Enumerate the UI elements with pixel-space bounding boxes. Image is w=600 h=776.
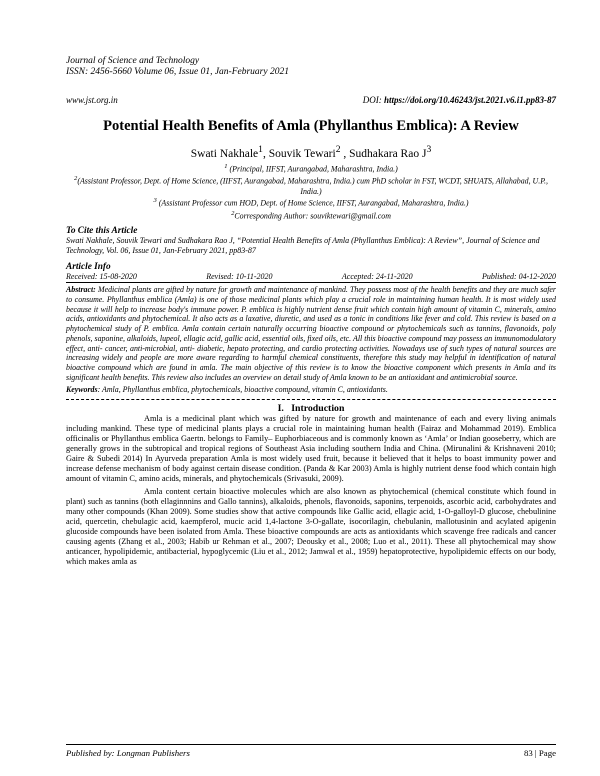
- cite-heading: To Cite this Article: [66, 226, 138, 237]
- section-number: I.: [277, 402, 284, 414]
- doi: [363, 95, 556, 105]
- website-link[interactable]: www.jst.org.in: [66, 95, 118, 105]
- abstract-text: Medicinal plants are gifted by nature for growth and maintenance of mankind. They possess most of the health benefits and they are much safer to consume. Phyllanthus emblica (Amla) is one of those medicinal plants which play a crucial role in maintaining human health. It is most widely used because it will help to increase body's immune power. P. emblica is highly nutrient dense fruit which contain high amount of vitamin C, minerals, amino acids, antioxidants and phytochemical. It also acts as a laxative, diuretic, and used as a tonic in conditions like fever and cold. This review is based on a phytochemical study of P. emblica. Amla contain certain naturally occurring bioactive compound or phytochemicals such as tannins, flavonoids, poly phenols, saponine, alkaloids, lupeol, ellagic acid, gallic acid, essential oils, fixed oils, etc. All this bioactive compound may possess an immunomodulatory effect, anti- cancer, anti-microbial, anti- diabetic, hepato protecting, and cardio protecting activities. Nowadays use of such types of natural sources are increasing widely and people are more aware regarding to harmful chemical constituents, therefore this study may helpful in identification of natural bioactive compound which are found in amla. The main objective of this review is to know the bioactive component which presents in Amla and its significant health benefits. This review also includes an overview on detail study of Amla known to be an antioxidant and antimicrobial source.: [66, 284, 556, 383]
- issn-line: ISSN: 2456-5660 Volume 06, Issue 01, Jan-February 2021: [66, 67, 289, 77]
- abstract: [66, 285, 556, 383]
- author-1: Swati Nakhale: [190, 147, 259, 160]
- received-date: Received: 15-08-2020: [66, 271, 137, 281]
- corresponding-author: $^2$Corresponding Author: souviktewari@gmail.com: [231, 209, 391, 221]
- revised-date: Revised: 10-11-2020: [206, 271, 273, 281]
- section-title: Introduction: [291, 402, 345, 414]
- cite-text: Swati Nakhale, Souvik Tewari and Sudhakara Rao J, “Potential Health Benefits of Amla (Phyllanthus Emblica): A Review”, Journal of Science and Technology, Vol. 06, Issue 01, Jan-February 2021, pp83-87: [66, 236, 540, 256]
- paragraph-1: Amla is a medicinal plant which was gifted by nature for growth and maintenance of each and every living animals including mankind. These type of medicinal plants plays a crucial role in maintaining human health (Fairaz and Mohammad 2019). Emblica officinalis or Phyllanthus emblica Gaertn. belongs to Family– Euphorbiaceous and is commonly known as ‘Amla’ or Indian gooseberry, which are generally grows in the subtropical and tropical regions of Southeast Asia including southern India and China. (Mirunalini & Krishnaveni 2010; Gaire & Subedi 2014) In Ayurveda preparation Amla is most widely used fruit, because it believed that it helps to boast immunity power and increase defense mechanism of body against certain disease condition. (Panda & Kar 2003) Amla is highly nutrient dense food which contain high amount of vitamin C, amino acids, minerals, and phytochemicals (Srivasuki, 2009).: [66, 413, 556, 484]
- paper-title: Potential Health Benefits of Amla (Phyllanthus Emblica): A Review: [103, 118, 519, 134]
- keywords: [66, 385, 556, 395]
- author-line: Swati Nakhale$^1$, Souvik Tewari$^2$ , Sudhakara Rao $J^3$: [190, 144, 432, 160]
- article-info-heading: Article Info: [66, 261, 111, 272]
- article-dates: [66, 272, 556, 283]
- accepted-date: Accepted: 24-11-2020: [341, 271, 413, 281]
- page-number: 83 | Page: [523, 748, 556, 758]
- affiliation-2: $^2$(Assistant Professor, Dept. of Home Science, (IIFST, Aurangabad, Maharashtra, India.) cum PhD scholar in FST, WCDT, SHUATS, Allahabad, U.P., India.): [74, 175, 548, 196]
- author-3: Sudhakara Rao J: [349, 147, 427, 160]
- affiliation-1: $^1$ (Principal, IIFST, Aurangabad, Maharashtra, India.): [224, 162, 398, 174]
- journal-name: Journal of Science and Technology: [66, 56, 200, 66]
- author-2: Souvik Tewari: [268, 147, 336, 160]
- abstract-label: Abstract:: [66, 284, 96, 294]
- published-date: Published: 04-12-2020: [481, 271, 556, 281]
- section-divider: [66, 397, 556, 400]
- publisher: Published by: Longman Publishers: [66, 748, 190, 758]
- author-2-mark: 2: [335, 144, 341, 155]
- doi-link[interactable]: https://doi.org/10.46243/jst.2021.v6.i1.pp83-87: [383, 95, 556, 105]
- journal-header: [66, 56, 556, 78]
- affiliations: [66, 162, 556, 221]
- keywords-text: : Amla, Phyllanthus emblica, phytochemicals, bioactive compound, vitamin C, antioxidants.: [97, 384, 388, 394]
- keywords-label: Keywords: [66, 384, 98, 394]
- author-1-mark: 1: [258, 144, 263, 155]
- affiliation-3: $^3$ (Assistant Professor cum HOD, Dept. of Home Science, IIFST, Aurangabad, Maharashtra, India.): [153, 197, 469, 209]
- body-text: [66, 414, 556, 567]
- author-3-mark: 3: [426, 144, 432, 155]
- doi-label: DOI:: [362, 95, 382, 105]
- page-footer: [66, 744, 556, 758]
- paragraph-2: Amla content certain bioactive molecules which are also known as phytochemical (chemical constitute which found in plant) such as tannins (both ellaginnnins and Gallo tannins), alkaloids, phenols, flavonoids, saponins, terpenoids, ascorbic acid, carbohydrates and many other compounds (Khan 2009). Some studies show that active compounds like Gallic acid, ellagic acid, 1-O-galloyl-D glucose, chebulinine acid, quercetin, chebulagic acid, kaempferol, mucic acid 1,4-lactone 3-O-gallate, isocorilagin, chebulanin, mallotusinin and acylated apigenin glucoside compounds have been isolated from Amla. These bioactive compounds are acts as antioxidants which scavenge free radicals and cancer causing agents (Zhang et al., 2003; Habib ur Rehman et al., 2007; Deousky et al., 2008; Luo et al., 2011). These all phytochemical may show anticancer, hypolipidemic, antibacterial, hypoglycemic (Liu et al., 2012; Jamwal et al., 1959) hepatoprotective, hypolipidemic effects on our body, which makes amla as: [66, 486, 556, 567]
- url-row: [66, 95, 556, 105]
- section-heading: [66, 403, 556, 414]
